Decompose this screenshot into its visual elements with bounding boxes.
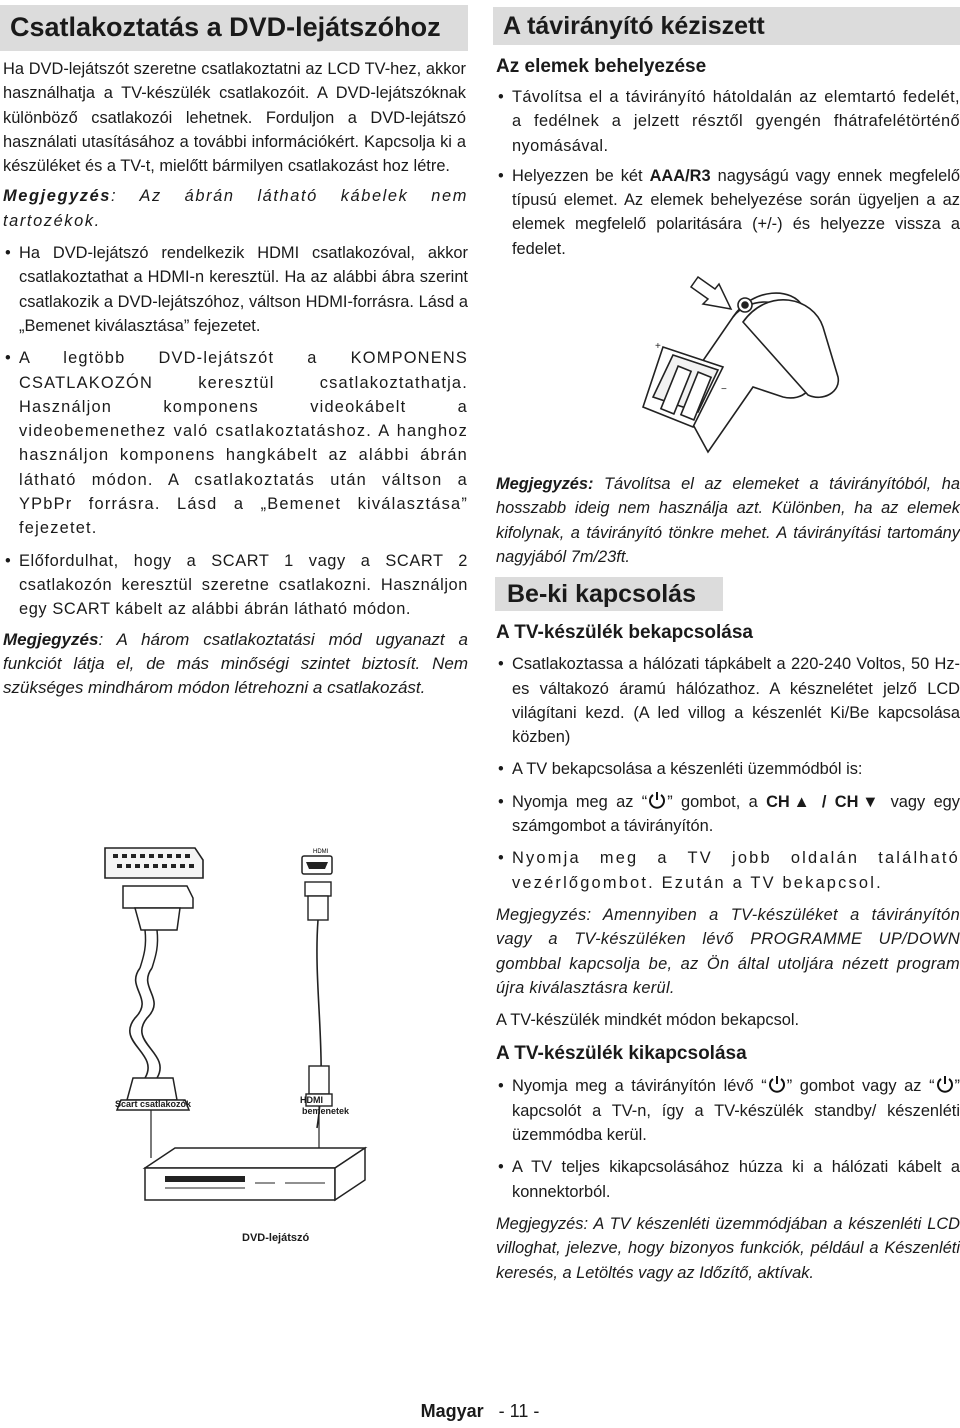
note-text-2: : A három csatlakoztatási mód ugyanazt a funkciót látja el, de más minőségi szintet biztosít. Nem szükséges mindhárom módon létrehozni a csatlakozást. [3, 629, 468, 698]
scart-plug-top-icon [123, 886, 193, 968]
left-column [0, 0, 468, 700]
note-label-2: Megjegyzés [3, 629, 99, 649]
press-power-c: vagy egy számgombot a távirányítón. [512, 792, 960, 836]
bullet-component: • A legtöbb DVD-lejátszót a KOMPONENS CSATLAKOZÓN keresztül csatlakoztathatja. Használjon komponens videokábelt a videobemenethez való csatlakoztatáshoz. A hanghoz használjon komponens hangkábelt az alábbi ábrán látható módon. A csatlakoztatás után váltson a YPbPr forrásra. Lásd a „Bemenet kiválasztása” fejezetet. [3, 346, 468, 540]
note-three-modes [3, 628, 468, 701]
note-programme: Megjegyzés: Amennyiben a TV-készüléket a távirányítón vagy a TV-készüléken lévő PROGRAMME UP/DOWN gombbal kapcsolja be, az Ön által utoljára nézett program újra kiválasztásra kerül. [496, 905, 960, 997]
remote-battery-illustration [493, 267, 960, 472]
dvd-player-label: DVD-lejátszó [242, 1232, 310, 1244]
remote-body-icon [643, 293, 838, 452]
svg-text:+: + [655, 341, 661, 353]
note-text: : Az ábrán látható kábelek nem tartozékok. [3, 187, 468, 230]
bullet-remove-cover-text: Távolítsa el a távirányító hátoldalán az elemtartó fedelét, a fedélnek a jelzett résztől gyengén fhátrafelétörténő nyomásával. [512, 88, 960, 155]
channel-buttons: CH▲ / CH▼ [766, 792, 883, 811]
bullet-hdmi: • Ha DVD-lejátszó rendelkezik HDMI csatlakozóval, akkor csatlakoztathat a HDMI-n keresztül. Ha az alábbi ábra szerint csatlakozik a DVD-lejátszóhoz, váltson HDMI-forrásra. Lásd a „Bemenet kiválasztása” fejezetet. [3, 241, 468, 338]
section-heading-dvd: Csatlakoztatás a DVD-lejátszóhoz [0, 5, 468, 51]
note-standby-led: Megjegyzés: A TV készenléti üzemmódjában a készenléti LCD villoghat, jelezve, hogy bizonyos funkciók, például a Készenléti keresés, a Letöltés vagy az Időzítő, aktívak. [496, 1214, 960, 1282]
hdmi-inputs-label-1: HDMI [300, 1095, 323, 1105]
right-column [493, 0, 960, 1285]
battery-prefix: Helyezzen be két [512, 166, 650, 185]
scart-socket-icon [105, 848, 203, 878]
press-power-a: Nyomja meg az “ [512, 792, 648, 811]
subheading-batteries: Az elemek behelyezése [496, 56, 707, 77]
hdmi-socket-icon [302, 856, 332, 874]
note-label: Megjegyzés [3, 187, 112, 206]
dvd-player-icon [145, 1148, 365, 1200]
subheading-power-off: A TV-készülék kikapcsolása [496, 1043, 747, 1065]
power-off-c: ” kapcsolót a TV-n, így a TV-készülék standby/ készenléti üzemmódba kerül. [512, 1077, 960, 1145]
intro-paragraph: Ha DVD-lejátszót szeretne csatlakoztatni az LCD TV-hez, akkor használhatja a TV-készülék csatlakozóit. A DVD-lejátszóknak különböző csatlakozói lehetnek. Forduljon a DVD-lejátszó használati utasításához a további információkért. Kapcsolja ki a készüléket és a TV-t, mielőtt bármilyen csatlakozást hoz létre. [3, 60, 466, 176]
power-icon [647, 790, 667, 810]
bullet-power-off [496, 1074, 960, 1147]
arrow-icon [691, 277, 731, 309]
power-off-b: ” gombot vagy az “ [786, 1077, 935, 1096]
bullet-press-power [496, 790, 960, 839]
note-cables [3, 184, 468, 233]
remote-battery-svg [493, 267, 960, 472]
subheading-power-on: A TV-készülék bekapcsolása [496, 622, 753, 644]
bullet-insert-batteries [496, 164, 960, 261]
bullet-side-button: • Nyomja meg a TV jobb oldalán található vezérlőgombot. Ezután a TV bekapcsol. [496, 846, 960, 895]
scart-cable [130, 968, 148, 1078]
power-icon [767, 1074, 787, 1094]
bullet-scart: • Előfordulhat, hogy a SCART 1 vagy a SCART 2 csatlakozón keresztül szeretne csatlakozni. Használjon egy SCART kábelt az alábbi ábrán látható módon. [3, 549, 468, 622]
dvd-connection-svg [85, 838, 385, 1238]
battery-type: AAA/R3 [649, 166, 711, 185]
section-heading-power: Be-ki kapcsolás [495, 577, 723, 611]
hdmi-plug-top-icon [305, 882, 331, 920]
paragraph-both-ways: A TV-készülék mindkét módon bekapcsol. [496, 1011, 800, 1030]
battery-suffix: nagyságú vagy ennek megfelelő típusú elemet. Az elemek behelyezése során ügyeljen a az elemek megfelelő polaritására (+/-) és helyezze vissza a fedelet. [512, 166, 960, 258]
svg-text:−: − [721, 384, 727, 396]
page-footer [0, 1401, 960, 1422]
power-off-a: Nyomja meg a távirányítón lévő “ [512, 1077, 767, 1096]
note-text-3: Távolítsa el az elemeket a távirányítóból, ha hosszabb ideig nem használja azt. Különben, ha az elemek kifolynak, a távirányító tönkre mehet. A távirányítási tartomány nagyjából 7m/23ft. [496, 475, 960, 566]
footer-language: Magyar [420, 1401, 484, 1421]
footer-page-number: - 11 - [498, 1401, 540, 1421]
bullet-remove-cover [496, 85, 960, 158]
scart-connectors-label: Scart csatlakozók [115, 1099, 192, 1109]
hdmi-inputs-label-2: bemenetek [302, 1106, 350, 1116]
bullet-standby-on: • A TV bekapcsolása a készenléti üzemmódból is: [496, 757, 960, 781]
dvd-connection-diagram [85, 838, 385, 1244]
note-label-3: Megjegyzés: [496, 475, 594, 494]
press-power-b: ” gombot, a [667, 792, 767, 811]
hdmi-top-label: HDMI [313, 849, 329, 855]
section-heading-remote: A távirányító kéziszett [493, 7, 960, 45]
power-icon [935, 1074, 955, 1094]
note-remove-batteries [496, 472, 960, 569]
bullet-mains: • Csatlakoztassa a hálózati tápkábelt a 220-240 Voltos, 50 Hz-es váltakozó áramú hálózathoz. A késznelétet jelző LCD világítani kezd. (A led villog a készenlét Ki/Be kapcsolása közben) [496, 652, 960, 749]
bullet-unplug: • A TV teljes kikapcsolásához húzza ki a hálózati kábelt a konnektorból. [496, 1155, 960, 1204]
